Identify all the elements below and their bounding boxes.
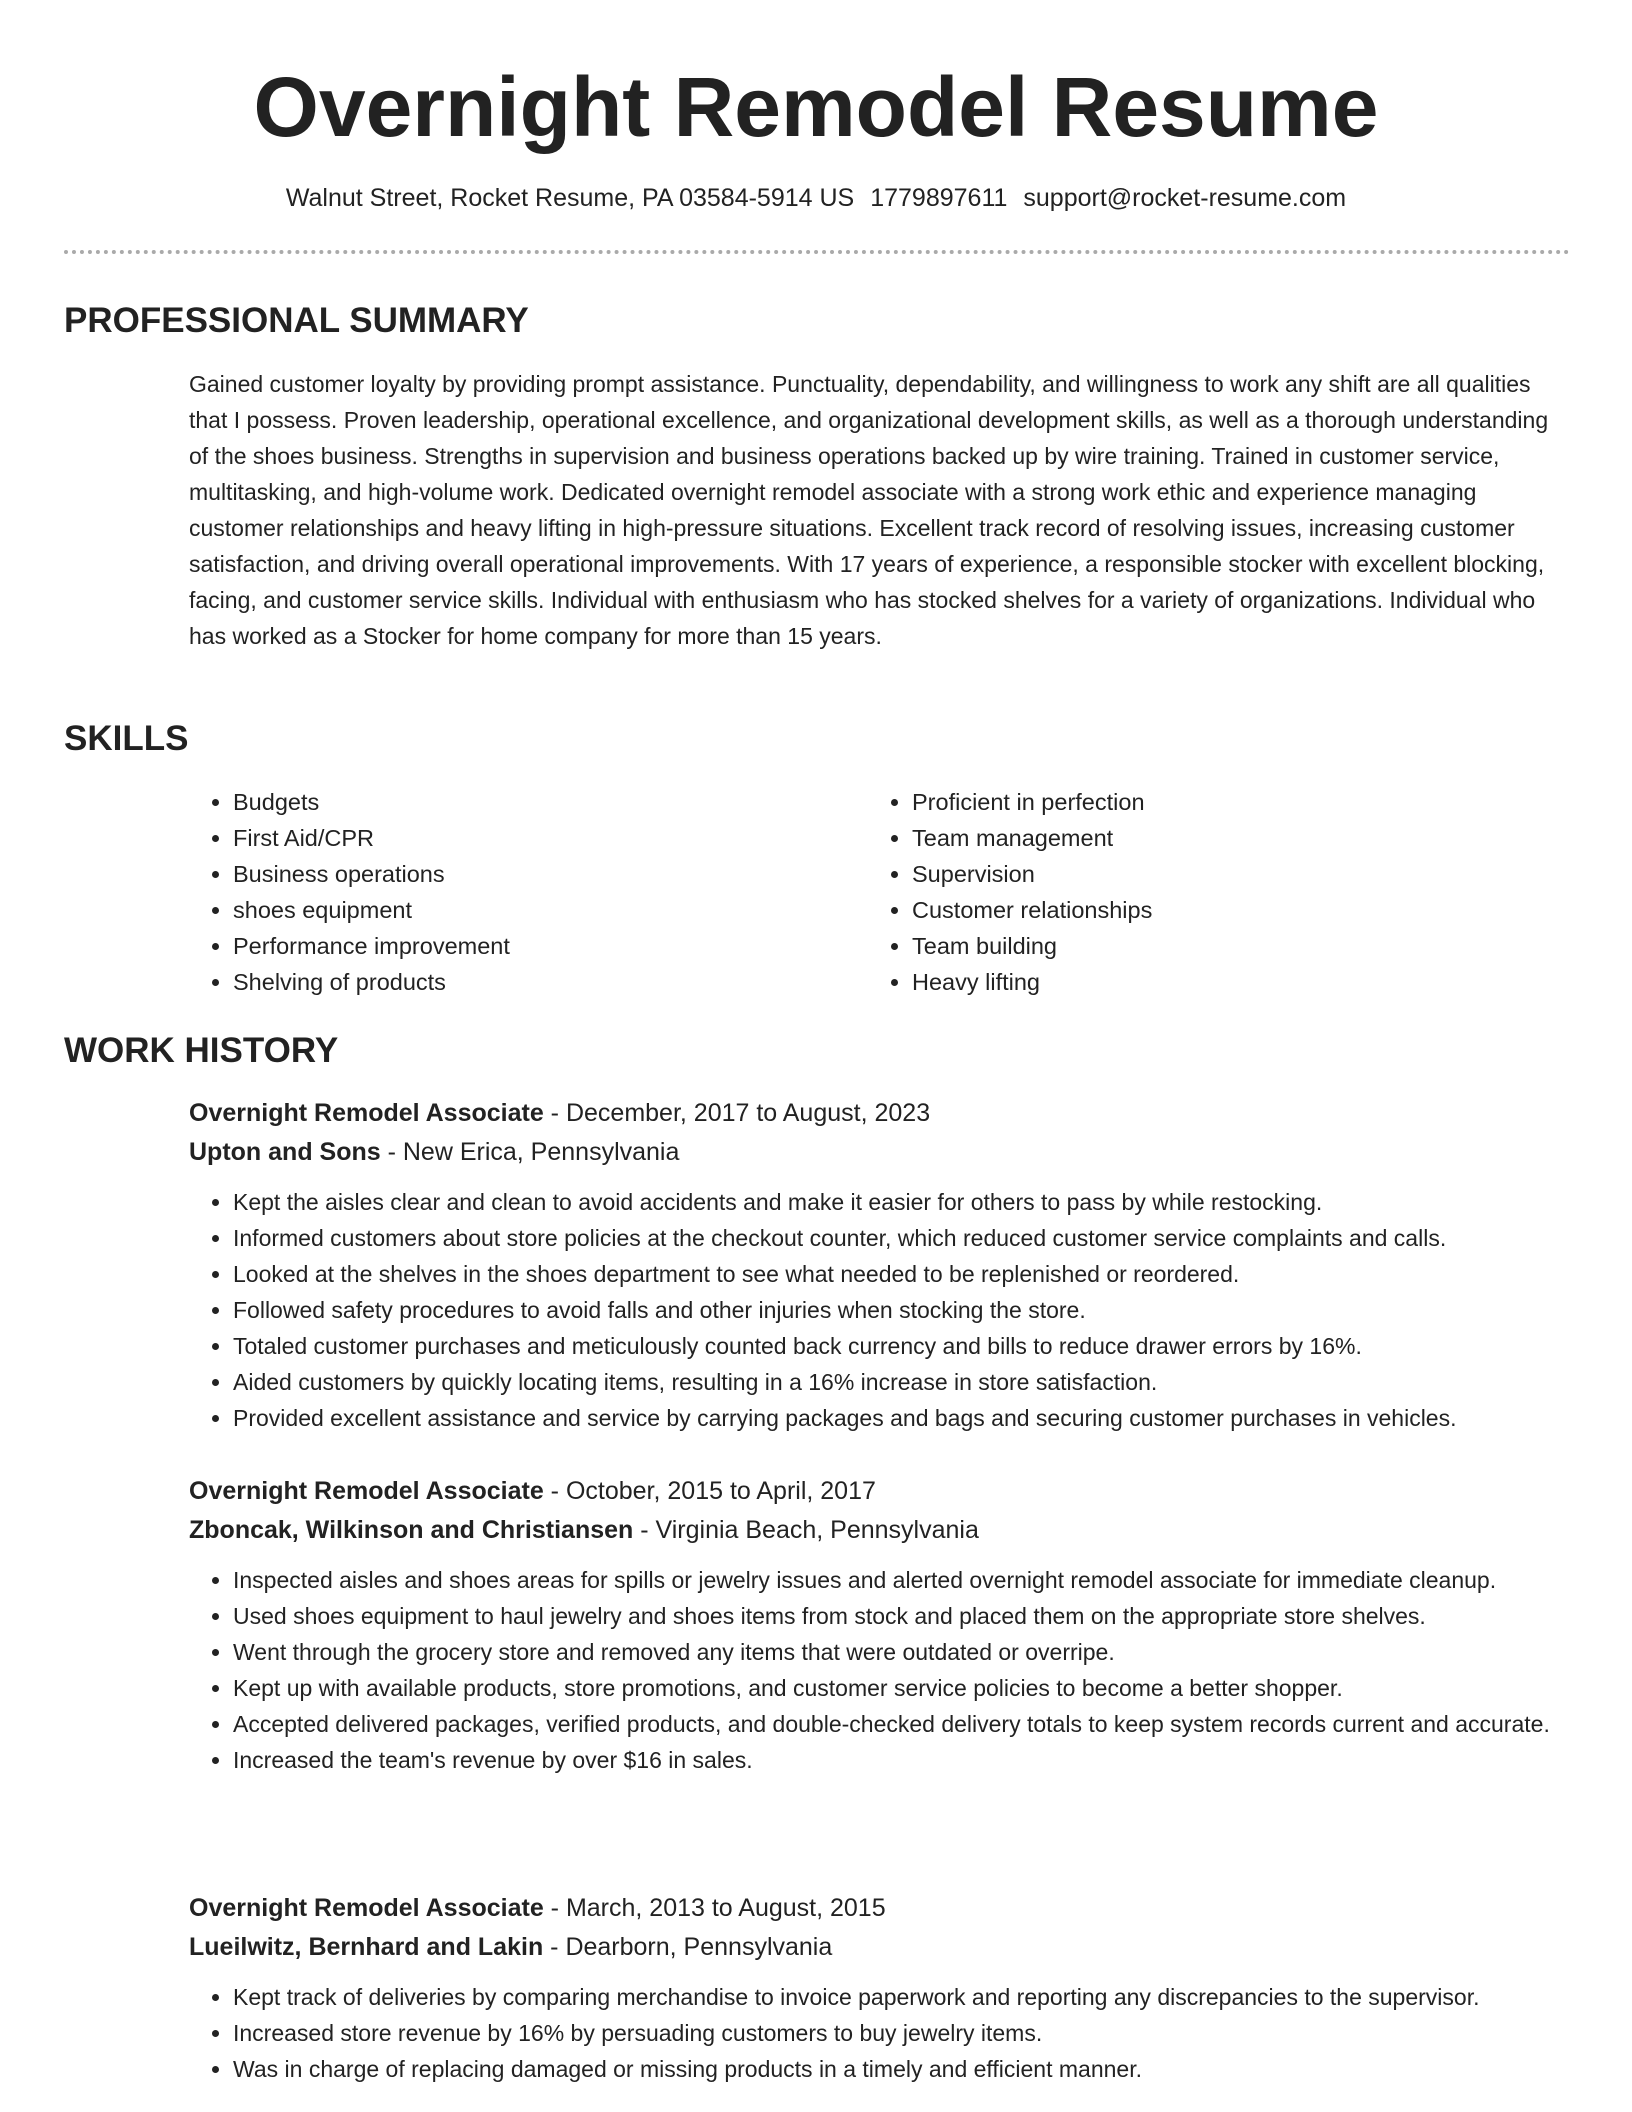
contact-address: Walnut Street, Rocket Resume, PA 03584-5914 US [285, 184, 855, 212]
skill-item: • Performance improvement [233, 928, 833, 964]
skills-heading: SKILLS [64, 719, 189, 758]
skill-item: • Supervision [912, 856, 1512, 892]
contact-phone: 1779897611 [870, 184, 1008, 212]
job-bullet: • Increased store revenue by 16% by persuading customers to buy jewelry items. [233, 2015, 1571, 2051]
job-bullet: • Inspected aisles and shoes areas for spills or jewelry issues and alerted overnight remodel associate for immediate cleanup. [233, 1562, 1571, 1598]
job-bullet: • Went through the grocery store and removed any items that were outdated or overripe. [233, 1634, 1571, 1670]
job-entry [189, 1889, 1589, 2087]
summary-text: Gained customer loyalty by providing prompt assistance. Punctuality, dependability, and willingness to work any shift are all qualities that I possess. Proven leadership, operational excellence, and organizational development skills, as well as a thorough understanding of the shoes business. Strengths in supervision and business operations backed up by wire training. Trained in customer service, multitasking, and high-volume work. Dedicated overnight remodel associate with a strong work ethic and experience managing customer relationships and heavy lifting in high-pressure situations. Excellent track record of resolving issues, increasing customer satisfaction, and driving overall operational improvements. With 17 years of experience, a responsible stocker with excellent blocking, facing, and customer service skills. Individual with enthusiasm who has stocked shelves for a variety of organizations. Individual who has worked as a Stocker for home company for more than 15 years. [189, 371, 1549, 649]
job-bullets [189, 1979, 1571, 2087]
job-bullet: • Followed safety procedures to avoid falls and other injuries when stocking the store. [233, 1292, 1571, 1328]
job-bullet: • Was in charge of replacing damaged or missing products in a timely and efficient manner. [233, 2051, 1571, 2087]
job-bullets [189, 1184, 1571, 1436]
job-dates: October, 2015 to April, 2017 [565, 1477, 876, 1505]
work-history-heading: WORK HISTORY [64, 1031, 339, 1070]
skills-list-right [868, 784, 1512, 1000]
job-bullet: • Looked at the shelves in the shoes department to see what needed to be replenished or reordered. [233, 1256, 1571, 1292]
skill-item: • Customer relationships [912, 892, 1512, 928]
job-dates: December, 2017 to August, 2023 [565, 1099, 931, 1127]
separator: - [633, 1516, 656, 1544]
skill-item: • Team management [912, 820, 1512, 856]
job-company: Zboncak, Wilkinson and Christiansen [189, 1516, 634, 1544]
contact-line [0, 180, 1632, 216]
resume-title: Overnight Remodel Resume [253, 60, 1379, 154]
job-bullet: • Totaled customer purchases and meticulously counted back currency and bills to reduce drawer errors by 16%. [233, 1328, 1571, 1364]
skill-item: • shoes equipment [233, 892, 833, 928]
job-bullet: • Kept up with available products, store promotions, and customer service policies to become a better shopper. [233, 1670, 1571, 1706]
job-bullet: • Informed customers about store policies at the checkout counter, which reduced customer service complaints and calls. [233, 1220, 1571, 1256]
job-bullet: • Accepted delivered packages, verified products, and double-checked delivery totals to keep system records current and accurate. [233, 1706, 1571, 1742]
separator: - [380, 1138, 403, 1166]
job-location: Virginia Beach, Pennsylvania [655, 1516, 979, 1544]
separator: - [543, 1933, 566, 1961]
skill-item: • Business operations [233, 856, 833, 892]
job-bullet: • Increased the team's revenue by over $16 in sales. [233, 1742, 1571, 1778]
job-bullet: • Provided excellent assistance and service by carrying packages and bags and securing customer purchases in vehicles. [233, 1400, 1571, 1436]
job-title-line [189, 1094, 1589, 1133]
skill-item: • Budgets [233, 784, 833, 820]
skill-item: • Team building [912, 928, 1512, 964]
skill-item: • First Aid/CPR [233, 820, 833, 856]
contact-email: support@rocket-resume.com [1023, 184, 1347, 212]
job-company: Lueilwitz, Bernhard and Lakin [189, 1933, 544, 1961]
job-company-line [189, 1928, 1589, 1967]
job-title-line [189, 1889, 1589, 1928]
separator: - [543, 1894, 566, 1922]
job-bullet: • Used shoes equipment to haul jewelry and shoes items from stock and placed them on the appropriate store shelves. [233, 1598, 1571, 1634]
job-bullet: • Aided customers by quickly locating items, resulting in a 16% increase in store satisfaction. [233, 1364, 1571, 1400]
skill-item: • Proficient in perfection [912, 784, 1512, 820]
job-bullet: • Kept track of deliveries by comparing merchandise to invoice paperwork and reporting any discrepancies to the supervisor. [233, 1979, 1571, 2015]
job-company-line [189, 1511, 1589, 1550]
job-bullet: • Kept the aisles clear and clean to avoid accidents and make it easier for others to pass by while restocking. [233, 1184, 1571, 1220]
header-divider [64, 250, 1570, 254]
summary-heading: PROFESSIONAL SUMMARY [64, 301, 529, 340]
job-company: Upton and Sons [189, 1138, 381, 1166]
separator: - [543, 1099, 566, 1127]
job-title-line [189, 1472, 1589, 1511]
skills-list-left [189, 784, 833, 1000]
job-entry [189, 1094, 1589, 1436]
job-dates: March, 2013 to August, 2015 [565, 1894, 886, 1922]
separator: - [543, 1477, 566, 1505]
job-title: Overnight Remodel Associate [189, 1894, 544, 1922]
job-title: Overnight Remodel Associate [189, 1099, 544, 1127]
skill-item: • Heavy lifting [912, 964, 1512, 1000]
job-bullets [189, 1562, 1571, 1778]
job-location: Dearborn, Pennsylvania [565, 1933, 833, 1961]
job-company-line [189, 1133, 1589, 1172]
job-title: Overnight Remodel Associate [189, 1477, 544, 1505]
job-entry [189, 1472, 1589, 1778]
job-location: New Erica, Pennsylvania [402, 1138, 680, 1166]
skill-item: • Shelving of products [233, 964, 833, 1000]
